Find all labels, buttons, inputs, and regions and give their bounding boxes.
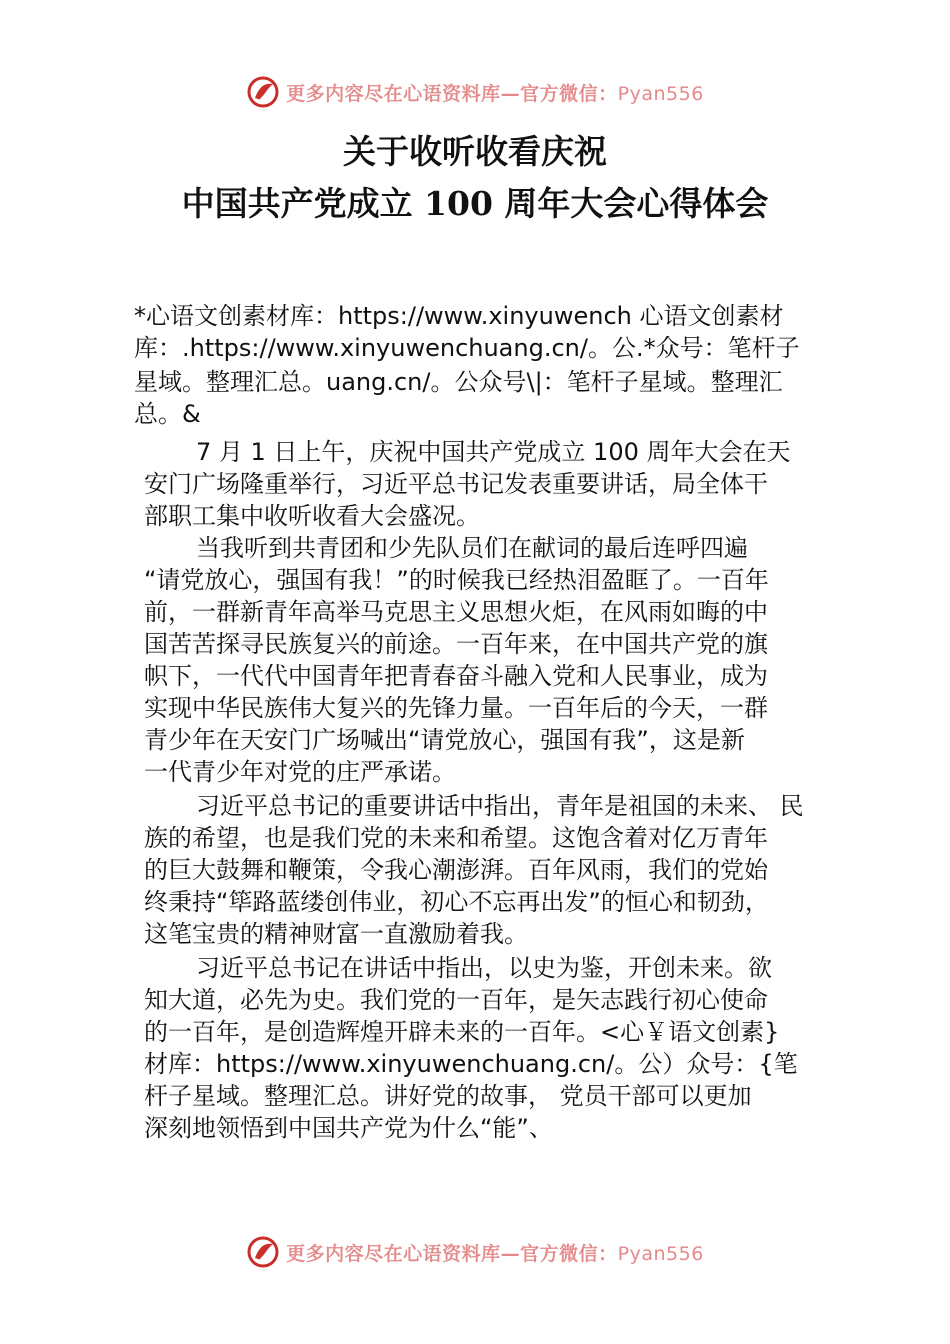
- body-line: 国苦苦探寻民族复兴的前途。一百年来，在中国共产党的旗: [144, 630, 768, 658]
- watermark-footer: [0, 1232, 950, 1272]
- body-line: 杆子星域。整理汇总。讲好党的故事， 党员干部可以更加: [144, 1082, 752, 1110]
- body-line: 星域。整理汇总。uang.cn/。公众号\|：笔杆子星域。整理汇: [134, 368, 783, 396]
- watermark-label: 更多内容尽在心语资料库—官方微信：: [286, 82, 618, 105]
- watermark-wechat-id: Pyan556: [617, 1242, 704, 1265]
- watermark-wechat-id: Pyan556: [617, 82, 704, 105]
- body-line: “请党放心，强国有我！”的时候我已经热泪盈眶了。一百年: [144, 566, 769, 594]
- body-line: 实现中华民族伟大复兴的先锋力量。一百年后的今天，一群: [144, 694, 768, 722]
- body-line: 当我听到共青团和少先队员们在献词的最后连呼四遍: [196, 534, 748, 562]
- body-line: 习近平总书记在讲话中指出，以史为鉴，开创未来。欲: [196, 954, 772, 982]
- body-line: 的一百年，是创造辉煌开辟未来的一百年。<心￥语文创素}: [144, 1018, 780, 1046]
- watermark-header: [0, 72, 950, 112]
- body-line: 总。&: [134, 400, 201, 428]
- body-line: 帜下，一代代中国青年把青春奋斗融入党和人民事业，成为: [144, 662, 768, 690]
- watermark-text: [286, 79, 704, 106]
- body-line: 前，一群新青年高举马克思主义思想火炬，在风雨如晦的中: [144, 598, 768, 626]
- body-line: *心语文创素材库：https://www.xinyuwench 心语文创素材: [134, 302, 784, 330]
- body-line: 7 月 1 日上午，庆祝中国共产党成立 100 周年大会在天: [196, 438, 791, 466]
- document-title-line-1: 关于收听收看庆祝: [343, 132, 607, 171]
- body-line: 终秉持“筚路蓝缕创伟业，初心不忘再出发”的恒心和韧劲，: [144, 888, 769, 916]
- body-line: 库：.https://www.xinyuwenchuang.cn/。公.*众号：笔杆子: [134, 334, 800, 362]
- body-line: 习近平总书记的重要讲话中指出，青年是祖国的未来、 民: [196, 792, 804, 820]
- watermark-label: 更多内容尽在心语资料库—官方微信：: [286, 1242, 618, 1265]
- body-line: 族的希望，也是我们党的未来和希望。这饱含着对亿万青年: [144, 824, 768, 852]
- watermark-text: [286, 1239, 704, 1266]
- body-line: 知大道，必先为史。我们党的一百年，是矢志践行初心使命: [144, 986, 768, 1014]
- brand-logo-icon: [246, 75, 280, 109]
- body-line: 的巨大鼓舞和鞭策，令我心潮澎湃。百年风雨，我们的党始: [144, 856, 768, 884]
- brand-logo-icon: [246, 1235, 280, 1269]
- body-line: 青少年在天安门广场喊出“请党放心，强国有我”，这是新: [144, 726, 745, 754]
- body-line: 材库：https://www.xinyuwenchuang.cn/。公）众号：{笔: [144, 1050, 798, 1078]
- document-title-line-2: 中国共产党成立 100 周年大会心得体会: [181, 184, 769, 223]
- body-line: 一代青少年对党的庄严承诺。: [144, 758, 456, 786]
- body-line: 安门广场隆重举行，习近平总书记发表重要讲话，局全体干: [144, 470, 768, 498]
- body-line: 这笔宝贵的精神财富一直激励着我。: [144, 920, 528, 948]
- body-line: 深刻地领悟到中国共产党为什么“能”、: [144, 1114, 553, 1142]
- body-line: 部职工集中收听收看大会盛况。: [144, 502, 480, 530]
